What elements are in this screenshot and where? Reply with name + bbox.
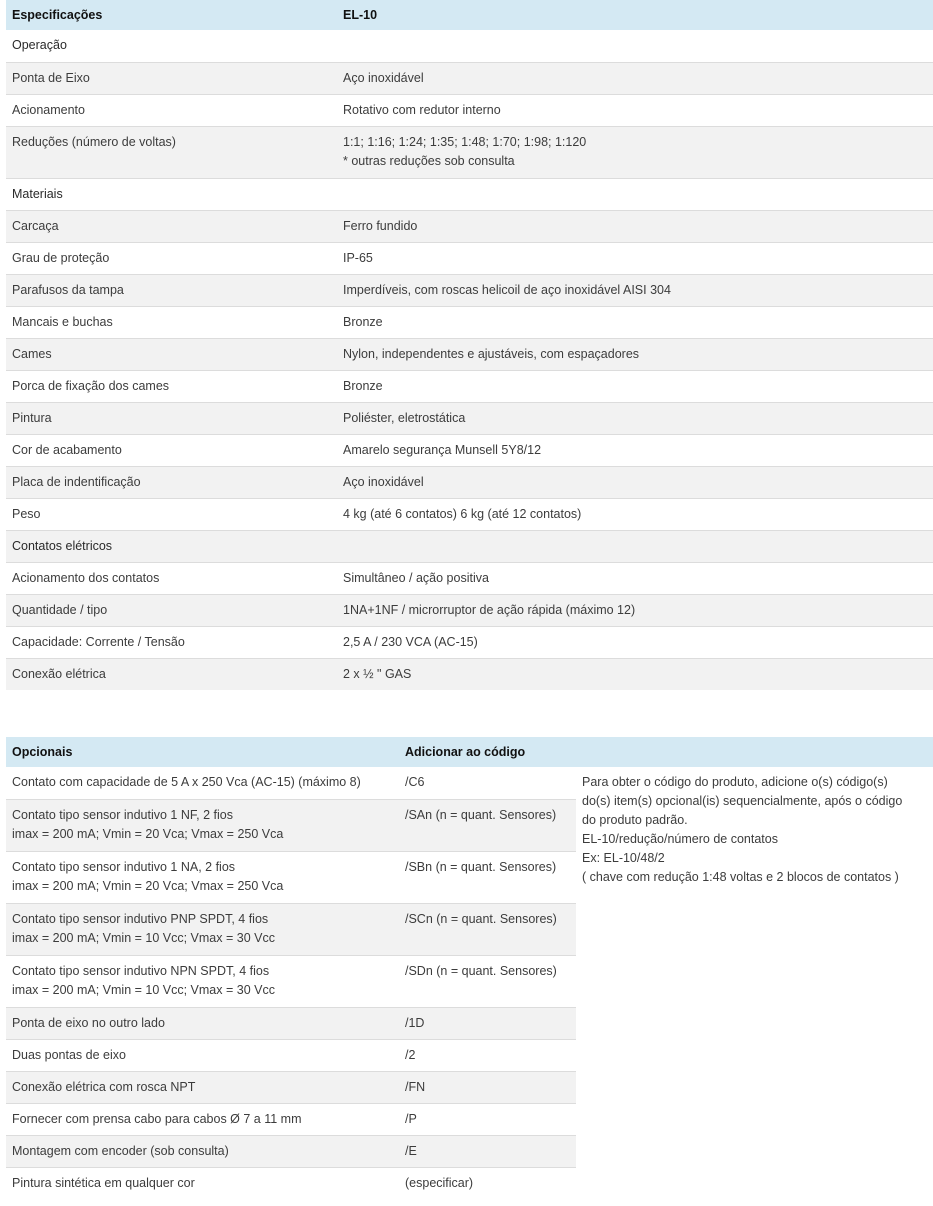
- option-code: /P: [399, 1103, 576, 1135]
- option-label-line: Montagem com encoder (sob consulta): [12, 1143, 229, 1158]
- spec-row: [6, 338, 933, 370]
- option-label-line: Duas pontas de eixo: [12, 1047, 126, 1062]
- ordering-note: [576, 767, 933, 1199]
- spec-value: [337, 466, 933, 498]
- spec-label: Peso: [6, 498, 337, 530]
- option-label-line: Ponta de eixo no outro lado: [12, 1015, 165, 1030]
- spec-value-line: Imperdíveis, com roscas helicoil de aço inoxidável AISI 304: [343, 282, 671, 297]
- spec-value-line: Nylon, independentes e ajustáveis, com espaçadores: [343, 346, 640, 361]
- spec-value: [337, 306, 933, 338]
- spec-value: [337, 594, 933, 626]
- spec-value: [337, 498, 933, 530]
- spec-label: Acionamento: [6, 94, 337, 126]
- model-header: EL-10: [337, 0, 933, 30]
- option-label: [6, 1039, 399, 1071]
- option-code: /1D: [399, 1007, 576, 1039]
- spec-value: [337, 274, 933, 306]
- spec-value-note: * outras reduções sob consulta: [343, 153, 515, 168]
- option-spec-line: imax = 200 mA; Vmin = 20 Vca; Vmax = 250 Vca: [12, 878, 284, 893]
- spec-value-line: Simultâneo / ação positiva: [343, 570, 489, 585]
- spec-value: [337, 626, 933, 658]
- spec-value: [337, 434, 933, 466]
- option-code: /SAn (n = quant. Sensores): [399, 799, 576, 851]
- spec-row: [6, 210, 933, 242]
- spec-row: [6, 434, 933, 466]
- spec-label: Porca de fixação dos cames: [6, 370, 337, 402]
- spec-value: [337, 178, 933, 210]
- spec-row: [6, 594, 933, 626]
- spec-value-line: IP-65: [343, 250, 373, 265]
- option-label-line: Contato tipo sensor indutivo 1 NA, 2 fios: [12, 859, 236, 874]
- options-header: Opcionais: [6, 737, 399, 767]
- option-code: /SBn (n = quant. Sensores): [399, 851, 576, 903]
- spec-label: Cames: [6, 338, 337, 370]
- option-code: /2: [399, 1039, 576, 1071]
- section-title: Contatos elétricos: [6, 530, 337, 562]
- spec-label: Grau de proteção: [6, 242, 337, 274]
- spec-label: Mancais e buchas: [6, 306, 337, 338]
- options-table: [6, 737, 933, 1199]
- option-label: [6, 799, 399, 851]
- spec-label: Parafusos da tampa: [6, 274, 337, 306]
- spec-label: Placa de indentificação: [6, 466, 337, 498]
- spec-value-line: 2,5 A / 230 VCA (AC-15): [343, 634, 478, 649]
- ordering-note-line: Ex: EL-10/48/2: [582, 851, 665, 865]
- ordering-note-line: ( chave com redução 1:48 voltas e 2 blocos de contatos ): [582, 870, 899, 884]
- option-label: [6, 1167, 399, 1199]
- section-row: [6, 30, 933, 62]
- section-row: [6, 178, 933, 210]
- section-row: [6, 530, 933, 562]
- spec-value-line: 1:1; 1:16; 1:24; 1:35; 1:48; 1:70; 1:98; 1:120: [343, 134, 587, 149]
- specifications-table: [6, 0, 933, 690]
- option-label: [6, 903, 399, 955]
- section-title: Materiais: [6, 178, 337, 210]
- option-label-line: Contato tipo sensor indutivo PNP SPDT, 4 fios: [12, 911, 269, 926]
- option-code: /FN: [399, 1071, 576, 1103]
- specifications-header: Especificações: [6, 0, 337, 30]
- spec-label: Quantidade / tipo: [6, 594, 337, 626]
- option-label: [6, 767, 399, 799]
- ordering-note-line: Para obter o código do produto, adicione o(s) código(s): [582, 775, 888, 789]
- spec-value-line: Amarelo segurança Munsell 5Y8/12: [343, 442, 542, 457]
- spec-row: [6, 274, 933, 306]
- spec-row: [6, 62, 933, 94]
- option-label-line: Conexão elétrica com rosca NPT: [12, 1079, 196, 1094]
- spec-label: Carcaça: [6, 210, 337, 242]
- spec-value: [337, 210, 933, 242]
- spec-label: Conexão elétrica: [6, 658, 337, 690]
- spec-label: Ponta de Eixo: [6, 62, 337, 94]
- spec-value: [337, 126, 933, 178]
- ordering-note-line: do(s) item(s) opcional(is) sequencialmente, após o código: [582, 794, 903, 808]
- header-blank-cell: [576, 737, 933, 767]
- spec-value: [337, 402, 933, 434]
- spec-value: [337, 658, 933, 690]
- spec-label: Cor de acabamento: [6, 434, 337, 466]
- spec-value-line: 4 kg (até 6 contatos) 6 kg (até 12 contatos): [343, 506, 582, 521]
- spec-value: [337, 242, 933, 274]
- spec-value-line: Bronze: [343, 378, 383, 393]
- option-label-line: Pintura sintética em qualquer cor: [12, 1175, 195, 1190]
- option-label-line: Contato tipo sensor indutivo 1 NF, 2 fios: [12, 807, 233, 822]
- spec-value-line: 1NA+1NF / microrruptor de ação rápida (máximo 12): [343, 602, 636, 617]
- option-label: [6, 1071, 399, 1103]
- spec-value: [337, 30, 933, 62]
- spec-value: [337, 94, 933, 126]
- option-label: [6, 1135, 399, 1167]
- specifications-header-row: [6, 0, 933, 30]
- spec-value: [337, 562, 933, 594]
- option-code: /SCn (n = quant. Sensores): [399, 903, 576, 955]
- option-spec-line: imax = 200 mA; Vmin = 10 Vcc; Vmax = 30 Vcc: [12, 930, 275, 945]
- ordering-note-line: do produto padrão.: [582, 813, 688, 827]
- spec-row: [6, 562, 933, 594]
- option-label: [6, 955, 399, 1007]
- ordering-note-line: EL-10/redução/número de contatos: [582, 832, 778, 846]
- section-title: Operação: [6, 30, 337, 62]
- options-header-row: [6, 737, 933, 767]
- option-row: [6, 767, 933, 799]
- spec-row: [6, 94, 933, 126]
- spec-value-line: 2 x ½ " GAS: [343, 666, 412, 681]
- option-label-line: Contato tipo sensor indutivo NPN SPDT, 4 fios: [12, 963, 270, 978]
- spec-row: [6, 370, 933, 402]
- option-label: [6, 1103, 399, 1135]
- spec-value: [337, 62, 933, 94]
- spec-value: [337, 530, 933, 562]
- option-spec-line: imax = 200 mA; Vmin = 10 Vcc; Vmax = 30 Vcc: [12, 982, 275, 997]
- spec-value-line: Ferro fundido: [343, 218, 418, 233]
- option-label: [6, 851, 399, 903]
- spec-value-line: Aço inoxidável: [343, 474, 424, 489]
- code-header: Adicionar ao código: [399, 737, 576, 767]
- spec-row: [6, 306, 933, 338]
- option-label-line: Fornecer com prensa cabo para cabos Ø 7 a 11 mm: [12, 1111, 302, 1126]
- option-code: (especificar): [405, 1175, 474, 1190]
- spec-label: Acionamento dos contatos: [6, 562, 337, 594]
- option-code: /C6: [399, 767, 576, 799]
- option-spec-line: imax = 200 mA; Vmin = 20 Vca; Vmax = 250 Vca: [12, 826, 284, 841]
- spec-value: [337, 338, 933, 370]
- spec-row: [6, 466, 933, 498]
- spec-value-line: Bronze: [343, 314, 383, 329]
- option-code: /SDn (n = quant. Sensores): [399, 955, 576, 1007]
- spec-value: [337, 370, 933, 402]
- spec-value-line: Rotativo com redutor interno: [343, 102, 501, 117]
- option-label-line: Contato com capacidade de 5 A x 250 Vca (AC-15) (máximo 8): [12, 775, 361, 789]
- spec-label: Capacidade: Corrente / Tensão: [6, 626, 337, 658]
- spec-label: Reduções (número de voltas): [6, 126, 337, 178]
- spec-value-line: Aço inoxidável: [343, 70, 424, 85]
- spec-label: Pintura: [6, 402, 337, 434]
- spec-row: [6, 498, 933, 530]
- spec-row: [6, 626, 933, 658]
- spec-row: [6, 242, 933, 274]
- spec-row: [6, 402, 933, 434]
- spec-value-line: Poliéster, eletrostática: [343, 410, 466, 425]
- option-label: [6, 1007, 399, 1039]
- spec-row: [6, 126, 933, 178]
- spec-row: [6, 658, 933, 690]
- option-code: /E: [399, 1135, 576, 1167]
